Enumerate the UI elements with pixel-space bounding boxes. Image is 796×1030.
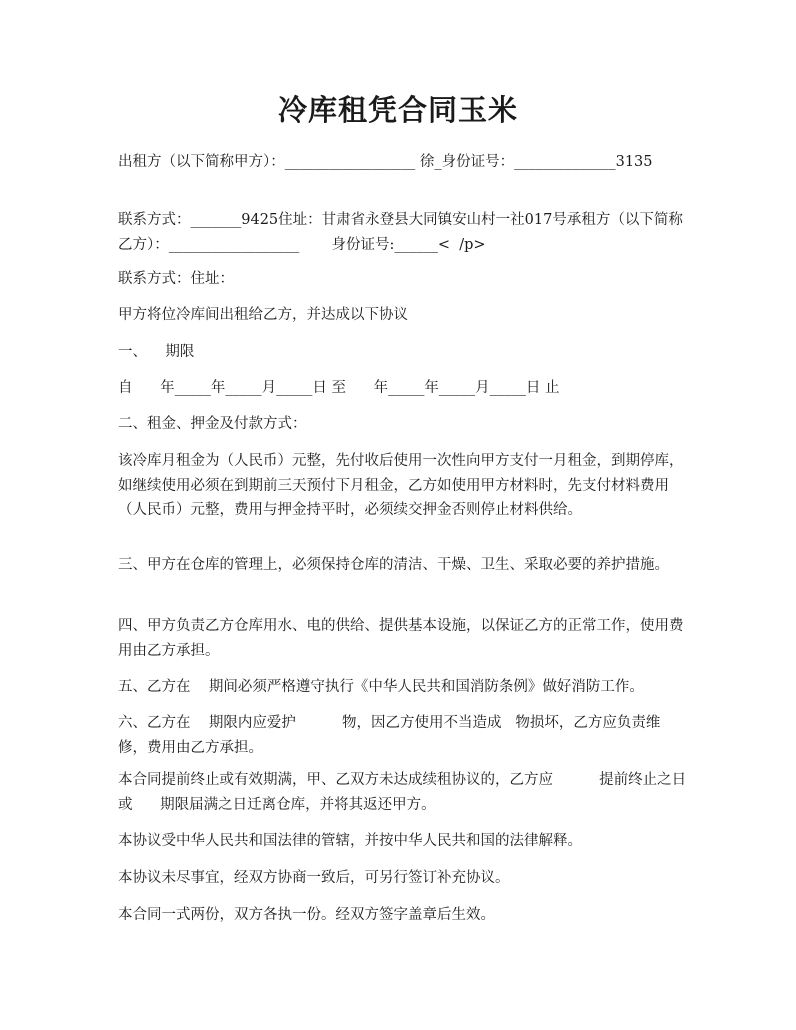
document-title: 冷库租凭合同玉米: [277, 93, 518, 127]
termination-paragraph: 本合同提前终止或有效期满，甲、乙双方未达成续租协议的，乙方应 提前终止之日或 期限届满之日迁离仓库，并将其返还甲方。: [118, 772, 687, 813]
term-dates-paragraph: 自 年_____年_____月_____日 至 年_____年_____月_____日 止: [118, 380, 560, 396]
governing-law-paragraph: 本协议受中华人民共和国法律的管辖，并按中华人民共和国的法律解释。: [118, 833, 582, 849]
clause-three-paragraph: 三、甲方在仓库的管理上，必须保持仓库的清洁、干燥、卫生、采取必要的养护措施。: [118, 557, 669, 573]
rent-terms-paragraph: 该冷库月租金为（人民币）元整，先付收后使用一次性向甲方支付一月租金，到期停库，如继续使用必须在到期前三天预付下月租金，乙方如使用甲方材料时，先支付材料费用（人民币）元整，费用与押金持平时，必须续交押金否则停止材料供给。: [118, 453, 684, 518]
agreement-intro-paragraph: 甲方将位冷库间出租给乙方，并达成以下协议: [118, 307, 408, 323]
clause-five-paragraph: 五、乙方在 期间必须严格遵守执行《中华人民共和国消防条例》做好消防工作。: [118, 679, 644, 695]
section-rent-heading: 二、租金、押金及付款方式：: [118, 416, 307, 432]
clause-four-paragraph: 四、甲方负责乙方仓库用水、电的供给、提供基本设施，以保证乙方的正常工作，使用费用由乙方承担。: [118, 618, 684, 659]
contact-address-paragraph: 联系方式：住址：: [118, 271, 234, 287]
supplementary-paragraph: 本协议未尽事宜，经双方协商一致后，可另行签订补充协议。: [118, 870, 510, 886]
section-term-heading: 一、 期限: [118, 344, 195, 360]
contact-and-lessee-paragraph: 联系方式：_______9425住址：甘肃省永登县大同镇安山村一社017号承租方（以下简称乙方）：__________________ 身份证号:______< /p>: [118, 212, 683, 253]
copies-effect-paragraph: 本合同一式两份，双方各执一份。经双方签字盖章后生效。: [118, 907, 495, 923]
lessor-info-paragraph: 出租方（以下简称甲方）：__________________ 徐_身份证号：______________3135: [118, 154, 653, 170]
clause-six-paragraph: 六、乙方在 期限内应爱护 物，因乙方使用不当造成 物损坏，乙方应负责维修，费用由乙方承担。: [118, 715, 661, 756]
